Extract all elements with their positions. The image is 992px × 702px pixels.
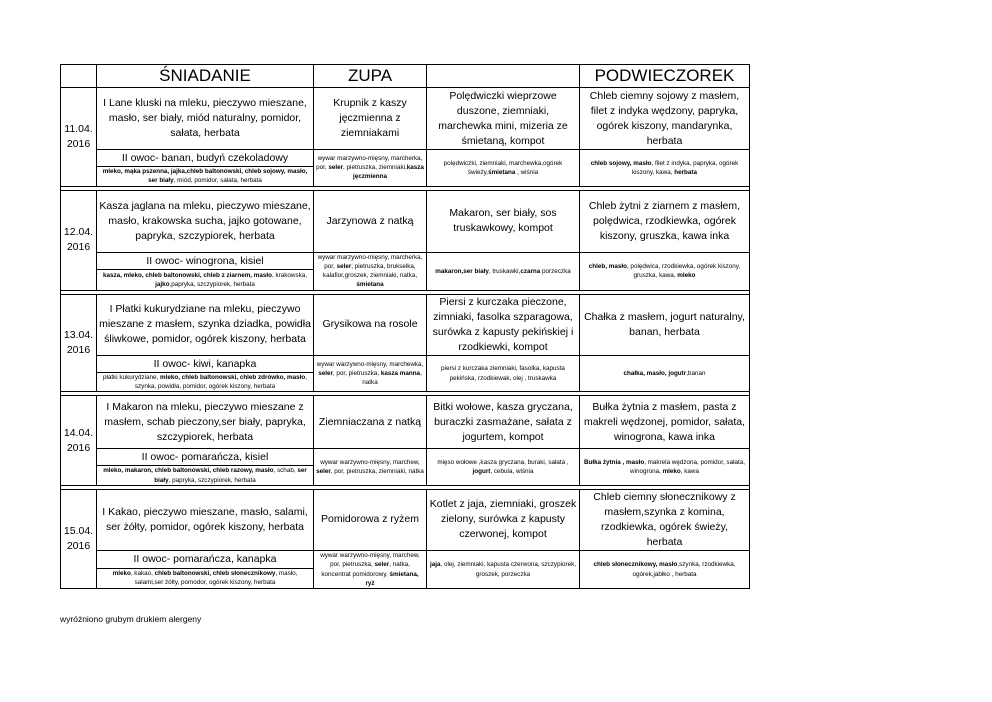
day-date-text: 11.04. [64, 122, 93, 135]
header-main [427, 65, 580, 88]
ingredient-text: wywar marzywno-mięsny, marcherka, por, [317, 253, 423, 270]
allergen-text: mleko, makaron, chleb baltonowski, chleb razowy, masło [103, 467, 274, 475]
main-ingredients [427, 550, 580, 588]
day-date-text: 12.04. [63, 226, 94, 239]
allergen-text: seler [374, 561, 390, 569]
ingredient-text: wywar marzywno-mięsny, marcherka, por, [316, 154, 423, 172]
header-breakfast: ŚNIADANIE [97, 65, 314, 88]
main-cell: Kotlet z jaja, ziemniaki, groszek zielony, surówka z kapusty czerwonej, kompot [427, 489, 580, 550]
ingredient-text: , makrela wędzona, pomidor, sałata, winogrona, [630, 458, 745, 476]
allergen-text: mleko [662, 468, 681, 476]
day-row-second-breakfast [61, 150, 750, 167]
day-date-text: 15.04. [63, 525, 94, 538]
ingredient-text: , kakao, [130, 570, 155, 578]
ingredient-text: płatki kukurydziane, [102, 373, 161, 381]
day-year-text: 2016 [66, 441, 91, 454]
day-row [61, 88, 750, 150]
day-year-text: 2016 [66, 540, 91, 553]
ingredient-text: , wiśnia [515, 168, 539, 176]
allergen-text: chleb, masło [588, 262, 627, 270]
ingredient-text: , truskawki, [488, 267, 521, 275]
day-date [61, 294, 97, 392]
ingredient-text: , por, pietruszka, ziemniaki, natka [330, 468, 424, 476]
allergen-text: chleb słonecznikowy, masło [593, 561, 678, 569]
ingredient-text: , schab, [273, 467, 298, 475]
allergen-text: makaron,ser biały [435, 267, 489, 275]
ingredient-text: mięso wołowe ,kasza gryczana, buraki, sałata , [437, 458, 569, 466]
allergen-text: jogurt [472, 468, 491, 476]
allergen-text: ser biały [154, 467, 307, 484]
ingredient-text: , pietruszka, brukselka, kalafior,groszek, ziemniaki, natka, [322, 262, 418, 280]
main-cell: Bitki wołowe, kasza gryczana, buraczki zasmażane, sałata z jogurtem, kompot [427, 396, 580, 449]
day-row [61, 489, 750, 550]
day-year-text: 2016 [66, 241, 91, 254]
main-ingredients [427, 150, 580, 187]
allergen-text: kasza, mleko, chleb baltonowski, chleb z ziarnem, masło [102, 271, 273, 279]
snack-cell: Chałka z masłem, jogurt naturalny, banan, herbata [580, 294, 750, 355]
second-breakfast-cell: II owoc- pomarańcza, kisiel [97, 449, 314, 466]
allergen-text: mleko, mąka pszenna, jajka,chleb baltonowski, chleb sojowy, masło, ser biały [102, 168, 308, 185]
day-date [61, 190, 97, 290]
allergen-text: seler [316, 468, 331, 476]
allergen-text: czarna [520, 267, 541, 275]
breakfast-ingredients [97, 372, 314, 392]
ingredient-text: , natka [362, 369, 422, 387]
ingredient-text: porzeczka [540, 267, 571, 275]
day-row-second-breakfast [61, 252, 750, 270]
day-row [61, 396, 750, 449]
header-row [61, 65, 750, 88]
allergen-text: jaja [430, 561, 441, 569]
allergen-text: kasza manna [380, 369, 421, 377]
day-row [61, 294, 750, 355]
allergen-text: mleko [112, 570, 131, 578]
breakfast-cell: I Kakao, pieczywo mieszane, masło, salami, ser żółty, pomidor, ogórek kiszony, herbata [97, 489, 314, 550]
ingredient-text: , kawa [680, 468, 699, 476]
ingredient-text: wywar warzywno-mięsny, marchew, [320, 458, 420, 466]
main-cell: Polędwiczki wieprzowe duszone, ziemniaki, marchewka mini, mizeria ze śmietaną, kompot [427, 88, 580, 150]
soup-cell: Jarzynowa z natką [314, 190, 427, 252]
day-year-text: 2016 [66, 137, 91, 150]
main-ingredients [427, 252, 580, 290]
day-year-text: 2016 [66, 344, 91, 357]
ingredient-text: , natka, koncentrat pomidorowy, [321, 561, 410, 578]
main-cell: Piersi z kurczaka pieczone, zimniaki, fasolka szparagowa, surówka z kapusty pekińskiej i rzodkiewki, kompot [427, 294, 580, 355]
breakfast-cell: I Lane kluski na mleku, pieczywo mieszane, masło, ser biały, miód naturalny, pomidor, sałata, herbata [97, 88, 314, 150]
snack-ingredients [580, 150, 750, 187]
ingredient-text: wywar warzywno-mięsny, marchewka, [316, 360, 424, 368]
snack-ingredients [580, 355, 750, 392]
ingredient-text: , krakowska, [272, 271, 308, 279]
ingredient-text: , filet z indyka, papryka, ogórek kiszony, kawa, [632, 159, 739, 176]
day-date-text: 14.04. [63, 426, 94, 439]
breakfast-cell: I Makaron na mleku, pieczywo mieszane z masłem, schab pieczony,ser biały, papryka, szczypiorek, herbata [97, 396, 314, 449]
allergen-text: chleb sojowy, masło [590, 159, 652, 167]
soup-cell: Krupnik z kaszy jęczmienna z ziemniakami [314, 88, 427, 150]
ingredient-text: piersi z kurczaka ziemniaki, fasolka, kapusta pekińska, rzodkiewak, olej , truskawka [441, 365, 565, 382]
allergen-text: śmietana [488, 168, 516, 176]
breakfast-ingredients [97, 167, 314, 187]
main-ingredients [427, 449, 580, 486]
ingredient-text: wywar warzywno-mięsny, marchew, por, pietruszka, [320, 551, 420, 569]
header-date [61, 65, 97, 88]
breakfast-ingredients [97, 568, 314, 589]
allergen-text: chleb baltonowski, chleb słonecznikowy [154, 570, 276, 578]
breakfast-cell: Kasza jaglana na mleku, pieczywo mieszane, masło, krakowska sucha, jajko gotowane, papryka, szczypiorek, herbata [97, 190, 314, 252]
snack-ingredients [580, 449, 750, 486]
allergen-text: mleko [677, 272, 696, 280]
second-breakfast-cell: II owoc- banan, budyń czekoladowy [97, 150, 314, 167]
snack-ingredients [580, 252, 750, 290]
ingredient-text: ,papryka, szczypiorek, herbata [169, 281, 255, 289]
day-row-second-breakfast [61, 355, 750, 372]
ingredient-text: , cebula, wiśnia [490, 468, 534, 476]
ingredient-text: , polędwica, rzodkiewka, ogórek kiszony, gruszka, kawa, [626, 262, 741, 280]
soup-ingredients [314, 449, 427, 486]
header-snack: PODWIECZOREK [580, 65, 750, 88]
allergen-text: kasza jęczmienna [353, 164, 424, 181]
soup-cell: Grysikowa na rosole [314, 294, 427, 355]
second-breakfast-cell: II owoc- kiwi, kanapka [97, 355, 314, 372]
allergen-text: seler [336, 262, 352, 270]
breakfast-cell: I Płatki kukurydziane na mleku, pieczywo mieszane z masłem, szynka dziadka, powidła śliwkowe, pomidor, ogórek kiszony, herbata [97, 294, 314, 355]
ingredient-text: , por, pietruszka, [332, 369, 381, 377]
ingredient-text: , papryka, szczypiorek, herbata [168, 476, 256, 484]
day-date [61, 88, 97, 187]
snack-cell: Chleb ciemny słonecznikowy z masłem,szynka z komina, rzodkiewka, ogórek świeży, herbata [580, 489, 750, 550]
allergen-text: Bułka żytnia , masło [583, 458, 645, 466]
main-cell: Makaron, ser biały, sos truskawkowy, kompot [427, 190, 580, 252]
day-date-text: 13.04. [63, 329, 94, 342]
second-breakfast-cell: II owoc- pomarańcza, kanapka [97, 550, 314, 568]
snack-cell: Chleb ciemny sojowy z masłem, filet z indyka wędzony, papryka, ogórek kiszony, mandarynka, herbata [580, 88, 750, 150]
day-row [61, 190, 750, 252]
allergen-text: śmietana, ryż [365, 570, 419, 587]
snack-cell: Chleb żytni z ziarnem z masłem, polędwica, rzodkiewka, ogórek kiszony, gruszka, kawa inka [580, 190, 750, 252]
soup-ingredients [314, 252, 427, 290]
breakfast-ingredients [97, 466, 314, 486]
ingredient-text: , pietruszka, ziemniaki, [343, 164, 407, 172]
header-soup: ZUPA [314, 65, 427, 88]
soup-cell: Pomidorowa z ryżem [314, 489, 427, 550]
soup-cell: Ziemniaczana z natką [314, 396, 427, 449]
allergen-footnote: wyróżniono grubym drukiem alergeny [60, 614, 202, 624]
soup-ingredients [314, 355, 427, 392]
ingredient-text: polędwiczki, ziemniaki, marchewka,ogórek świeży, [443, 159, 563, 176]
ingredient-text: ,banan [686, 369, 706, 377]
allergen-text: herbata [674, 168, 697, 176]
day-date [61, 396, 97, 486]
ingredient-text: , szynka, powidła, pomidor, ogórek kiszony, herbata [134, 373, 308, 391]
allergen-text: mleko, chleb baltonowski, chleb zdrówko, masło [160, 373, 306, 381]
allergen-text: chałka, masło, jogutr [623, 369, 687, 377]
allergen-text: jajko [155, 281, 170, 289]
allergen-text: seler [318, 369, 333, 377]
snack-cell: Bułka żytnia z masłem, pasta z makreli wędzonej, pomidor, sałata, winogrona, kawa inka [580, 396, 750, 449]
day-row-second-breakfast [61, 449, 750, 466]
ingredient-text: ,szynka, rzodkiewka, ogórek,jabłko , herbata [632, 561, 736, 578]
second-breakfast-cell: II owoc- winogrona, kisiel [97, 252, 314, 270]
snack-ingredients [580, 550, 750, 588]
soup-ingredients [314, 550, 427, 588]
day-row-second-breakfast [61, 550, 750, 568]
menu-table [60, 64, 750, 589]
soup-ingredients [314, 150, 427, 187]
day-date [61, 489, 97, 588]
menu-body [61, 88, 750, 589]
allergen-text: śmietana [356, 281, 384, 289]
breakfast-ingredients [97, 270, 314, 290]
ingredient-text: , miód, pomidor, sałata, herbata [173, 177, 262, 185]
ingredient-text: , masło, salami,ser żółty, pomodor, ogórek kiszony, herbata [134, 570, 298, 587]
ingredient-text: , olej, ziemniaki, kapusta czerwona, szczypiorek, groszek, porzeczka [440, 561, 576, 578]
allergen-text: seler [328, 164, 344, 172]
main-ingredients [427, 355, 580, 392]
